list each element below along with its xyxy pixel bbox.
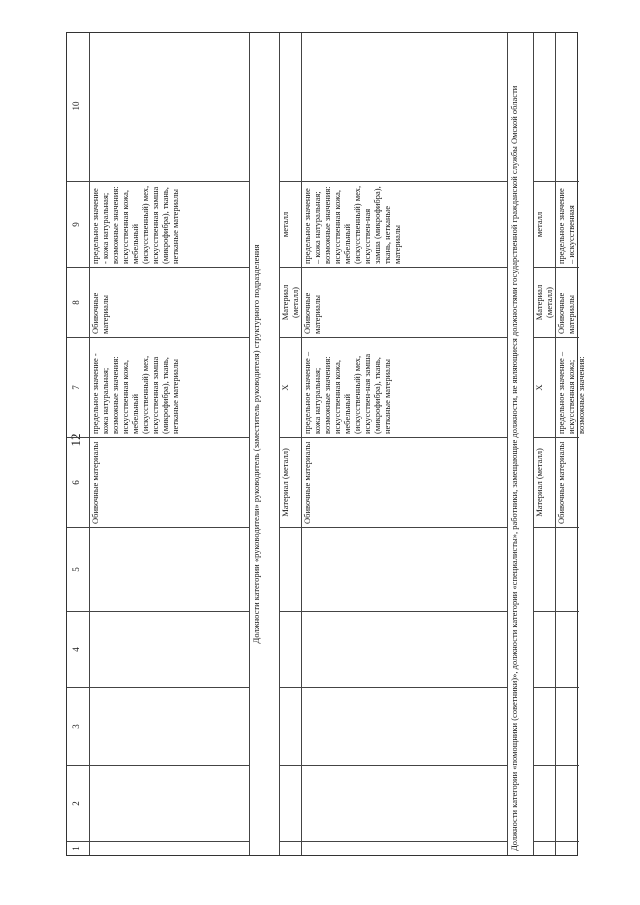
col-number: 7: [67, 337, 89, 437]
material-header: Материал (металл): [533, 437, 555, 527]
x-mark: Х: [533, 337, 555, 437]
col-number: 4: [67, 611, 89, 687]
metal-value: металл: [533, 181, 555, 267]
x-mark: Х: [279, 337, 301, 437]
col-number: 1: [67, 841, 89, 855]
column-number-row: [67, 33, 89, 855]
page-number: 12: [68, 433, 83, 447]
table-row: [555, 33, 586, 855]
col-number: 6: [67, 437, 89, 527]
material-header: Материал (металл): [279, 267, 301, 337]
upholstery-label: Обивочные материалы: [89, 267, 249, 337]
section-heading: Должности категории «помощники (советники)», должности категории «специалисты», работники, замещающие должности, не являющиеся должностями государственной гражданской службы Омской области: [509, 85, 519, 851]
col-number: 9: [67, 181, 89, 267]
material-header: Материал (металл): [533, 267, 555, 337]
table-row: [89, 33, 249, 855]
upholstery-label: Обивочные материалы: [89, 437, 249, 527]
col-number: 8: [67, 267, 89, 337]
table-row: [279, 33, 301, 855]
upholstery-label: Обивочные материалы: [301, 267, 507, 337]
upholstery-values: предельное значение - кожа натуральная; возможные значения: искусственная кожа, мебельный (искусственный) мех, искусственная замша (микрофибра), ткань, нетканые материалы: [89, 181, 249, 267]
upholstery-label: Обивочные материалы: [555, 437, 579, 527]
upholstery-values: предельное значение – искусственная кожа; возможные значения:: [555, 337, 579, 437]
upholstery-values: предельное значение - кожа натуральная; возможные значения: искусственная кожа, мебельный (искусственный) мех, искусственная замша (микрофибра), ткань, нетканые материалы: [89, 337, 249, 437]
col-number: 2: [67, 765, 89, 841]
specification-table: [66, 32, 586, 856]
upholstery-label: Обивочные материалы: [301, 437, 507, 527]
section-heading: Должности категории «руководители» руководитель (заместитель руководителя) структурного подразделения: [251, 244, 261, 644]
upholstery-values: предельное значение – кожа натуральная; возможные значения: искусственная кожа, мебельный (искусственный) мех, искусствен-ная замша (микрофибра), ткань, нетканые материалы: [301, 337, 507, 437]
upholstery-values: предельное значение – кожа натуральная; возможные значения: искусственная кожа, мебельный (искусственный) мех, искусствен-ная замша (микрофибра), ткань, нетканые материалы: [301, 181, 507, 267]
metal-value: металл: [279, 181, 301, 267]
col-number: 3: [67, 687, 89, 765]
col-number: 10: [71, 101, 81, 111]
upholstery-values: предельное значение – искусственная: [555, 181, 579, 267]
table-row: [301, 33, 507, 855]
material-header: Материал (металл): [279, 437, 301, 527]
col-number: 5: [67, 527, 89, 611]
table-row: [533, 33, 555, 855]
upholstery-label: Обивочные материалы: [555, 267, 579, 337]
